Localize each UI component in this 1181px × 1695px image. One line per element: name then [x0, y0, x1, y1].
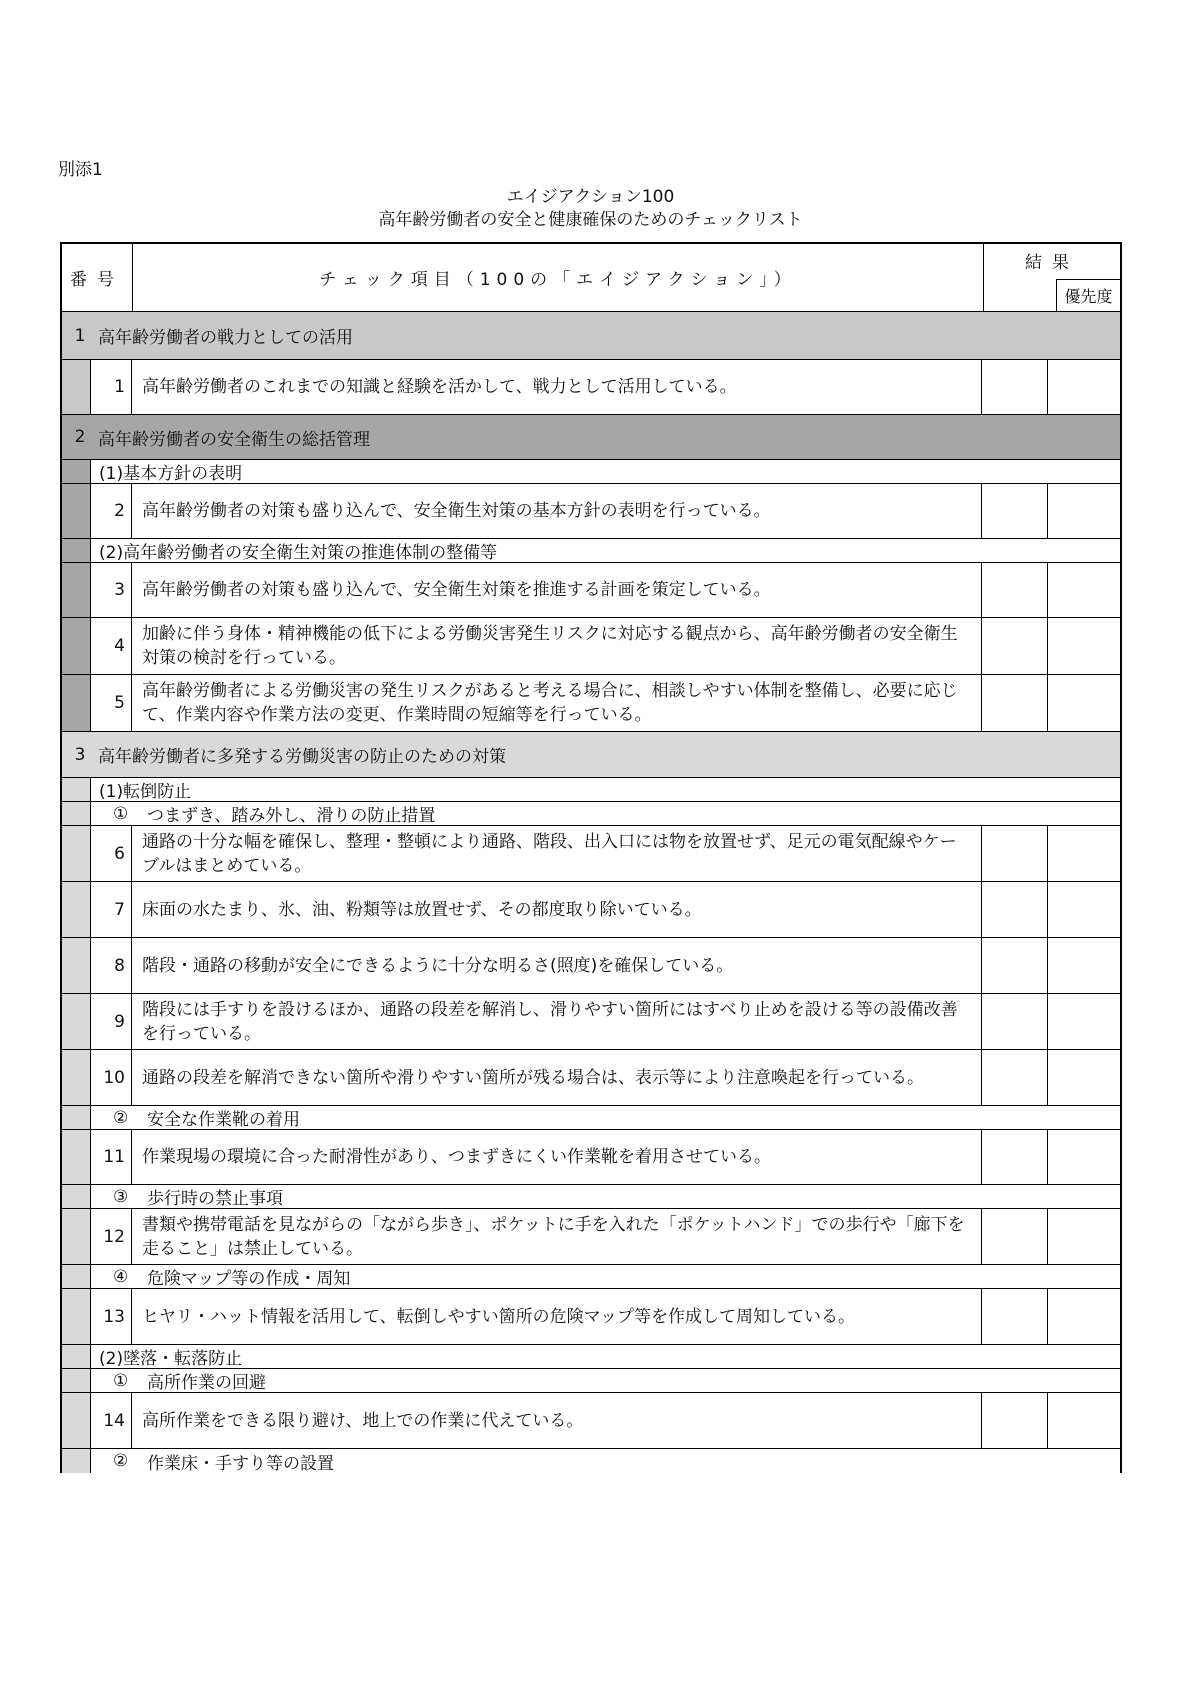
table-header	[62, 244, 1120, 312]
category-mark: ②	[113, 1451, 129, 1471]
category-mark: ①	[113, 803, 129, 824]
item-text: 高年齢労働者による労働災害の発生リスクがあると考える場合に、相談しやすい体制を整備し、必要に応じて、作業内容や作業方法の変更、作業時間の短縮等を行っている。	[132, 675, 982, 731]
header-result	[984, 244, 1120, 311]
item-number: 14	[90, 1393, 132, 1448]
result-cell[interactable]	[982, 882, 1048, 937]
table-row	[62, 1050, 1120, 1106]
subsection-title: (2)高年齢労働者の安全衛生対策の推進体制の整備等	[90, 539, 1120, 562]
item-number: 6	[90, 826, 132, 881]
result-cell[interactable]	[982, 484, 1048, 538]
section-header	[62, 415, 1120, 460]
item-number: 10	[90, 1050, 132, 1105]
priority-cell[interactable]	[1048, 1289, 1120, 1344]
item-text: 階段・通路の移動が安全にできるように十分な明るさ(照度)を確保している。	[132, 938, 982, 993]
priority-cell[interactable]	[1048, 1209, 1120, 1264]
item-number: 2	[90, 484, 132, 538]
priority-cell[interactable]	[1048, 1130, 1120, 1184]
subsection-header	[62, 460, 1120, 484]
table-row	[62, 1209, 1120, 1265]
table-row	[62, 360, 1120, 415]
table-row	[62, 938, 1120, 994]
subsection-title: (1)転倒防止	[90, 778, 1120, 801]
category-mark: ①	[113, 1370, 129, 1391]
section-number: 3	[74, 744, 86, 765]
priority-cell[interactable]	[1048, 675, 1120, 731]
category-title: つまずき、踏み外し、滑りの防止措置	[147, 806, 436, 826]
item-number: 7	[90, 882, 132, 937]
subsection-header	[62, 539, 1120, 563]
result-cell[interactable]	[982, 1050, 1048, 1105]
priority-cell[interactable]	[1048, 994, 1120, 1049]
document-title-line1: エイジアクション100	[506, 187, 675, 207]
section-title: 高年齢労働者の安全衛生の総括管理	[98, 429, 370, 450]
document-title-line2: 高年齢労働者の安全と健康確保のためのチェックリスト	[378, 210, 803, 230]
subsection-category	[62, 1449, 1120, 1473]
subsection-header	[62, 1345, 1120, 1369]
table-row	[62, 1393, 1120, 1449]
subsection-category	[62, 1265, 1120, 1289]
result-cell[interactable]	[982, 1130, 1048, 1184]
category-title: 歩行時の禁止事項	[147, 1189, 283, 1209]
table-row	[62, 675, 1120, 732]
item-text: 作業現場の環境に合った耐滑性があり、つまずきにくい作業靴を着用させている。	[132, 1130, 982, 1184]
item-number: 3	[90, 563, 132, 617]
attachment-label: 別添1	[58, 160, 103, 180]
item-text: 通路の十分な幅を確保し、整理・整頓により通路、階段、出入口には物を放置せず、足元の電気配線やケーブルはまとめている。	[132, 826, 982, 881]
priority-cell[interactable]	[1048, 826, 1120, 881]
item-number: 9	[90, 994, 132, 1049]
table-row	[62, 826, 1120, 882]
item-text: 高年齢労働者の対策も盛り込んで、安全衛生対策を推進する計画を策定している。	[132, 563, 982, 617]
subsection-title: (1)基本方針の表明	[90, 460, 1120, 483]
checklist-table	[60, 242, 1122, 1473]
result-cell[interactable]	[982, 994, 1048, 1049]
category-mark: ②	[113, 1107, 129, 1128]
section-number: 1	[74, 325, 86, 346]
item-number: 12	[90, 1209, 132, 1264]
table-row	[62, 484, 1120, 539]
item-text: ヒヤリ・ハット情報を活用して、転倒しやすい箇所の危険マップ等を作成して周知している。	[132, 1289, 982, 1344]
item-text: 書類や携帯電話を見ながらの「ながら歩き」、ポケットに手を入れた「ポケットハンド」での歩行や「廊下を走ること」は禁止している。	[132, 1209, 982, 1264]
category-mark: ④	[113, 1266, 129, 1287]
item-number: 5	[90, 675, 132, 731]
item-number: 8	[90, 938, 132, 993]
table-row	[62, 1289, 1120, 1345]
section-number: 2	[74, 427, 86, 447]
header-result-label: 結果	[1025, 253, 1079, 273]
header-check-item: チェック項目（100の「エイジアクション」）	[133, 244, 984, 311]
priority-cell[interactable]	[1048, 563, 1120, 617]
result-cell[interactable]	[982, 1289, 1048, 1344]
header-number: 番号	[62, 244, 133, 311]
category-title: 高所作業の回避	[147, 1373, 266, 1393]
subsection-category	[62, 802, 1120, 826]
result-cell[interactable]	[982, 938, 1048, 993]
table-row	[62, 618, 1120, 675]
item-number: 4	[90, 618, 132, 674]
subsection-category	[62, 1106, 1120, 1130]
category-mark: ③	[113, 1186, 129, 1207]
section-title: 高年齢労働者の戦力としての活用	[98, 328, 353, 348]
priority-cell[interactable]	[1048, 938, 1120, 993]
item-text: 高所作業をできる限り避け、地上での作業に代えている。	[132, 1393, 982, 1448]
table-row	[62, 882, 1120, 938]
section-title: 高年齢労働者に多発する労働災害の防止のための対策	[98, 747, 506, 767]
item-number: 1	[90, 360, 132, 414]
priority-cell[interactable]	[1048, 360, 1120, 414]
result-cell[interactable]	[982, 675, 1048, 731]
category-title: 作業床・手すり等の設置	[147, 1453, 334, 1474]
subsection-header	[62, 778, 1120, 802]
result-cell[interactable]	[982, 360, 1048, 414]
table-row	[62, 1130, 1120, 1185]
priority-cell[interactable]	[1048, 1050, 1120, 1105]
subsection-category	[62, 1369, 1120, 1393]
category-title: 危険マップ等の作成・周知	[147, 1269, 351, 1289]
result-cell[interactable]	[982, 1209, 1048, 1264]
result-cell[interactable]	[982, 563, 1048, 617]
item-number: 13	[90, 1289, 132, 1344]
priority-cell[interactable]	[1048, 618, 1120, 674]
table-row	[62, 994, 1120, 1050]
result-cell[interactable]	[982, 618, 1048, 674]
item-text: 階段には手すりを設けるほか、通路の段差を解消し、滑りやすい箇所にはすべり止めを設ける等の設備改善を行っている。	[132, 994, 982, 1049]
priority-cell[interactable]	[1048, 882, 1120, 937]
priority-cell[interactable]	[1048, 1393, 1120, 1448]
category-title: 安全な作業靴の着用	[147, 1110, 300, 1130]
section-header	[62, 732, 1120, 778]
header-priority-label: 優先度	[1056, 279, 1120, 311]
priority-cell[interactable]	[1048, 484, 1120, 538]
item-text: 加齢に伴う身体・精神機能の低下による労働災害発生リスクに対応する観点から、高年齢労働者の安全衛生対策の検討を行っている。	[132, 618, 982, 674]
table-row	[62, 563, 1120, 618]
item-text: 通路の段差を解消できない箇所や滑りやすい箇所が残る場合は、表示等により注意喚起を行っている。	[132, 1050, 982, 1105]
item-text: 高年齢労働者のこれまでの知識と経験を活かして、戦力として活用している。	[132, 360, 982, 414]
item-text: 高年齢労働者の対策も盛り込んで、安全衛生対策の基本方針の表明を行っている。	[132, 484, 982, 538]
item-text: 床面の水たまり、氷、油、粉類等は放置せず、その都度取り除いている。	[132, 882, 982, 937]
subsection-title: (2)墜落・転落防止	[90, 1345, 1120, 1368]
subsection-category	[62, 1185, 1120, 1209]
result-cell[interactable]	[982, 1393, 1048, 1448]
section-header	[62, 312, 1120, 360]
result-cell[interactable]	[982, 826, 1048, 881]
item-number: 11	[90, 1130, 132, 1184]
